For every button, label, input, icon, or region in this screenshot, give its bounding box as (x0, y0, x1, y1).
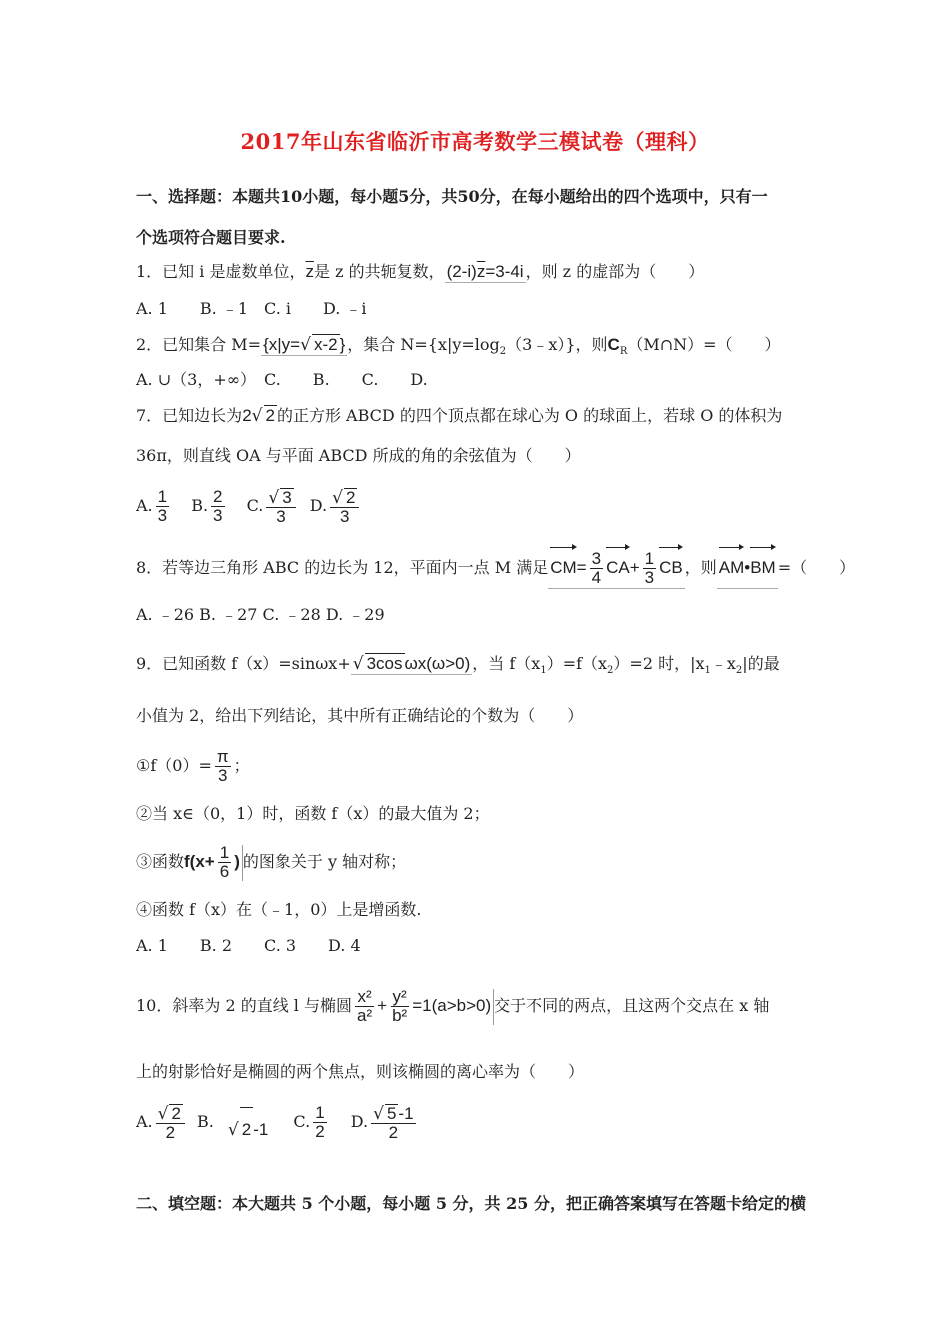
question-9: 9．已知函数 f（x）=sinωx+ √ 3cos ωx(ω>0) ，当 $f(x_1)=f(x_2)=2$ 时，$|x_1﹣x_2|$的最 (136, 654, 780, 677)
page-title: 2017年山东省临沂市高考数学三模试卷（理科） (240, 129, 710, 154)
question-9-cont: 小值为 2，给出下列结论，其中所有正确结论的个数为（ ） (136, 706, 584, 725)
q8-vector-equation: CM= $\frac{3}{4}$ CA+ $\frac{1}{3}$ CB (550, 549, 683, 588)
question-8: 8．若等边三角形 ABC 的边长为 12，平面内一点 M 满足 CM= $\frac{3}{4}$ CA+ $\frac{1}{3}$ CB ，则 AM•BM =（ ） (136, 549, 856, 588)
q9-statement-3: ③函数f(x+ $\frac{1}{6}$ ) 的图象关于 y 轴对称； (136, 843, 407, 881)
question-7-cont: 36π，则直线 OA 与平面 ABCD 所成的角的余弦值为（ ） (136, 446, 581, 465)
q1-text-2: 是 z 的共轭复数， (313, 262, 445, 281)
q10-text: 10．斜率为 2 的直线 l 与椭圆 (136, 996, 353, 1015)
q7-option-b-value: $\frac{2}{3}$ (213, 487, 223, 525)
q8-text: 8．若等边三角形 ABC 的边长为 12，平面内一点 M 满足 (136, 558, 549, 577)
section-1-heading: 一、选择题：本题共10小题，每小题5分，共50分，在每小题给出的四个选项中，只有一 (136, 187, 768, 206)
section-2-heading: 二、填空题：本大题共 5 个小题，每小题 5 分，共 25 分，把正确答案填写在答题卡给定的横 (136, 1194, 806, 1213)
q1-conjugate-z: $\overline{z}$ (305, 262, 314, 281)
q9-statement-1: ①f（0）= $\frac{\pi}{3}$ ； (136, 747, 250, 785)
q9-function-expr: √ 3cos ωx(ω>0) (352, 654, 471, 674)
q10-option-a-value: $\frac{√ 2}{2}$ (156, 1104, 185, 1142)
q1-text: 1．已知 i 是虚数单位， (136, 262, 306, 281)
q10-option-c-value: $\frac{1}{2}$ (315, 1103, 325, 1141)
q1-equation: $(2-i)\overline{z}=3-4i$ (446, 262, 524, 281)
q2-set-m: {x|y=√ x-2 } (263, 335, 346, 355)
question-8-options: A. ﹣26 B. ﹣27 C. ﹣28 D. ﹣29 (136, 605, 385, 624)
q9-statement-2: ②当 x∈（0，1）时，函数 f（x）的最大值为 2； (136, 804, 490, 823)
q10-option-b-value: √ 2 -1 (228, 1120, 268, 1139)
question-1-options: A. 1 B. ﹣1 C. i D. ﹣i (136, 299, 367, 318)
question-2: 2．已知集合 M= {x|y=√ x-2 } ，集合 $N=\{x|y=\log_2(3﹣x)\}$，则$C_R(M\cap N)=$（ ） (136, 335, 781, 358)
q7-text: 7．已知边长为 (136, 406, 243, 425)
q7-option-a-value: $\frac{1}{3}$ (157, 487, 168, 525)
question-1 (136, 262, 704, 283)
q2-text-2: ，集合 N={x|y=log (347, 335, 500, 354)
q8-dot-product: AM•BM (717, 548, 778, 589)
question-2-options: A. ∪（3，+∞） C. B. C. D. (136, 370, 428, 389)
q2-complement-symbol: C (607, 335, 620, 354)
q9-text: 9．已知函数 f（x）=sinωx+ (136, 654, 351, 673)
q2-text: 2．已知集合 M= (136, 335, 262, 354)
q7-text-2: 的正方形 ABCD 的四个顶点都在球心为 O 的球面上，若球 O 的体积为 (276, 406, 783, 425)
question-9-options: A. 1 B. 2 C. 3 D. 4 (136, 936, 361, 955)
question-7-options: A. $\frac{1}{3}$ B. $\frac{2}{3}$ C. $\frac{√ 3}{3}$ D. $\frac{√ 2}{3}$ (136, 486, 362, 526)
q7-option-c-value: $\frac{√ 3}{3}$ (266, 488, 295, 526)
question-10: 10．斜率为 2 的直线 l 与椭圆 $\frac{\text{x²}}{\text{a²}}$ + $\frac{\text{y²}}{\text{b²}}$ =1(a>b>0) 交于不同的两点，且这两个交点在 x 轴 (136, 987, 770, 1026)
question-7 (136, 405, 782, 426)
q10-ellipse-equation: $\frac{\text{x²}}{\text{a²}}$ + $\frac{\text{y²}}{\text{b²}}$ =1(a>b>0) (357, 987, 492, 1026)
q7-side-length: 2√ 2 (242, 406, 275, 426)
q9-statement-4: ④函数 f（x）在（﹣1，0）上是增函数. (136, 900, 422, 919)
question-10-cont: 上的射影恰好是椭圆的两个焦点，则该椭圆的离心率为（ ） (136, 1062, 585, 1081)
question-10-options: A. $\frac{√ 2}{2}$ B. √ 2 -1 C. $\frac{1}{2}$ D. $\frac{√ 5 -1}{2}$ (136, 1100, 419, 1152)
q10-option-d-value: $\frac{√ 5 -1}{2}$ (373, 1103, 414, 1142)
q1-text-3: ，则 z 的虚部为（ ） (525, 262, 705, 281)
q7-option-d-value: $\frac{√ 2}{3}$ (330, 488, 359, 526)
section-1-heading-cont: 个选项符合题目要求. (136, 228, 286, 247)
